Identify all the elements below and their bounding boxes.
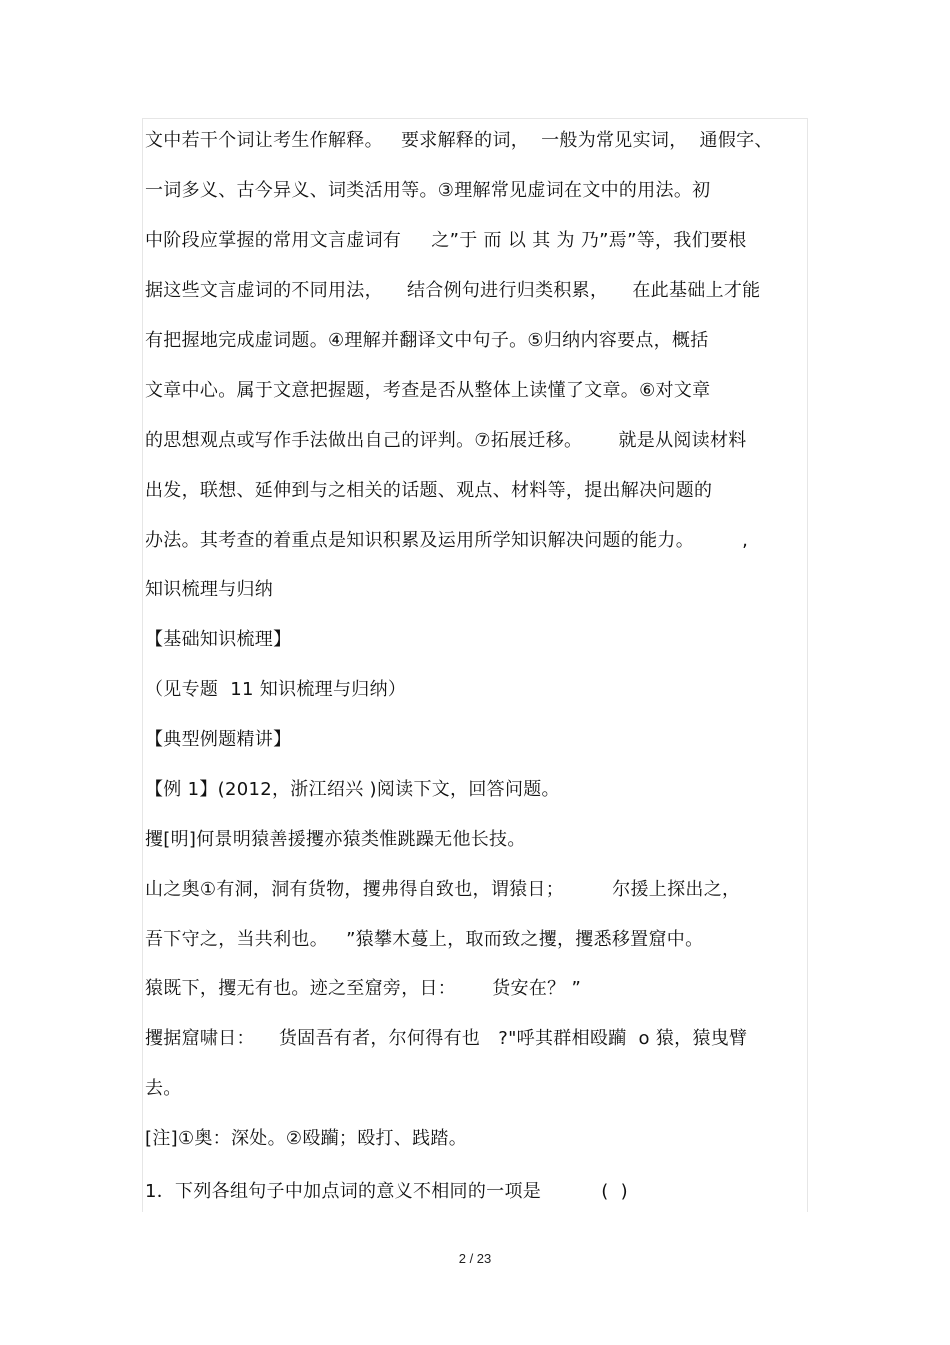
body-line-3: 中阶段应掌握的常用文言虚词有 之”于 而 以 其 为 乃”焉”等，我们要根 [145,230,747,251]
subheading-examples: 【典型例题精讲】 [145,729,292,750]
subheading-basic-knowledge: 【基础知识梳理】 [145,629,292,650]
reference-note: （见专题 11 知识梳理与归纳） [145,679,407,700]
body-line-7: 的思想观点或写作手法做出自己的评判。⑦拓展迁移。 就是从阅读材料 [145,430,747,451]
section-heading: 知识梳理与归纳 [145,579,274,600]
body-line-1: 文中若干个词让考生作解释。 要求解释的词， 一般为常见实词， 通假字、 [145,130,773,151]
body-line-8: 出发，联想、延伸到与之相关的话题、观点、材料等，提出解决问题的 [145,480,713,501]
question-1: 1．下列各组句子中加点词的意义不相同的一项是 ( ) [145,1181,628,1202]
body-line-2: 一词多义、古今异义、词类活用等。③理解常见虚词在文中的用法。初 [145,180,711,201]
passage-line-2: 山之奥①有洞，洞有货物，攫弗得自致也，谓猿日； 尔援上探出之， [145,879,741,900]
passage-line-5: 攫据窟啸日： 货固吾有者，尔何得有也 ?"呼其群相殴躏 o 猿，猿曳臂 [145,1028,748,1049]
body-line-6: 文章中心。属于文意把握题，考查是否从整体上读懂了文章。⑥对文章 [145,380,711,401]
passage-line-6: 去。 [145,1078,182,1099]
passage-line-1: 攫[明]何景明猿善援攫亦猿类惟跳躁无他长技。 [145,829,526,850]
passage-line-4: 猿既下，攫无有也。迹之至窟旁，日： 货安在？ ” [145,978,582,999]
body-line-5: 有把握地完成虚词题。④理解并翻译文中句子。⑤归纳内容要点，概括 [145,330,709,351]
example-title: 【例 1】(2012，浙江绍兴 )阅读下文，回答问题。 [145,779,560,800]
body-line-9: 办法。其考查的着重点是知识积累及运用所学知识解决问题的能力。 , [145,530,749,551]
annotation-note: [注]①奥：深处。②殴躏；殴打、践踏。 [145,1128,468,1149]
passage-line-3: 吾下守之，当共利也。 ”猿攀木蔓上，取而致之攫，攫悉移置窟中。 [145,929,704,950]
page-number: 2 / 23 [458,1251,492,1266]
body-line-4: 据这些文言虚词的不同用法， 结合例句进行归类积累， 在此基础上才能 [145,280,761,301]
